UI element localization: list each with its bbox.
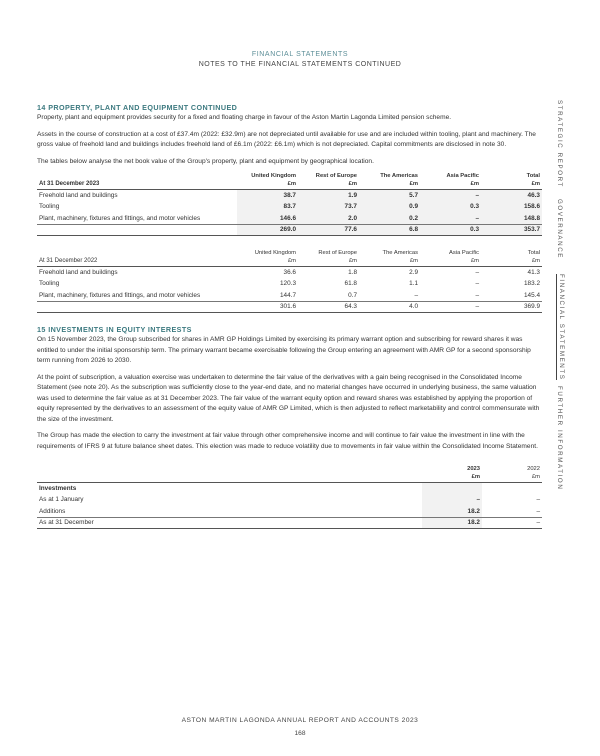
cell-value: 1.8 <box>348 269 357 276</box>
cell-value: – <box>420 213 481 225</box>
column-header: United Kingdom £m <box>254 250 296 264</box>
table-row <box>37 506 542 518</box>
table-row <box>37 267 542 279</box>
total-row <box>37 517 542 529</box>
cell-value: 120.3 <box>280 280 296 288</box>
table-period-label: At 31 December 2022 <box>39 257 98 264</box>
cell-value: 36.6 <box>283 269 296 276</box>
total-value: – <box>536 519 540 527</box>
page-footer <box>0 716 600 739</box>
table-row <box>37 494 542 506</box>
cell-value: – <box>475 269 479 276</box>
cell-value: 2.0 <box>298 213 359 225</box>
section-label: Investments <box>39 485 77 492</box>
page-number: 168 <box>294 730 306 737</box>
total-value: 369.9 <box>524 303 540 311</box>
cell-value: 5.7 <box>359 190 420 202</box>
row-label: Freehold land and buildings <box>39 192 118 199</box>
side-nav-strategic-report[interactable]: STRATEGIC REPORT <box>556 100 563 188</box>
row-label: As at 1 January <box>39 496 84 504</box>
row-label <box>37 301 237 313</box>
row-label: Freehold land and buildings <box>39 269 118 276</box>
cell-value: 0.2 <box>359 213 420 225</box>
cell-value: 146.6 <box>237 213 298 225</box>
row-label: Additions <box>39 507 66 515</box>
cell-value: 73.7 <box>298 201 359 213</box>
note-14-paragraph: The tables below analyse the net book value of the Group's property, plant and equipment by geographical location. <box>37 157 374 165</box>
cell-value: – <box>475 291 479 299</box>
side-nav-governance[interactable]: GOVERNANCE <box>556 199 563 260</box>
cell-value: 144.7 <box>280 291 296 299</box>
cell-value: – <box>536 496 540 504</box>
side-nav-financial-statements[interactable]: FINANCIAL STATEMENTS <box>558 274 565 381</box>
ppe-table-2023 <box>37 173 542 236</box>
cell-value: 0.7 <box>348 291 357 299</box>
cell-value: 38.7 <box>237 190 298 202</box>
note-14-heading: 14 PROPERTY, PLANT AND EQUIPMENT CONTINUED <box>37 103 238 112</box>
table-row <box>37 278 542 290</box>
row-label: Plant, machinery, fixtures and fittings, and motor vehicles <box>39 214 201 222</box>
column-header: Asia Pacific £m <box>449 250 479 264</box>
cell-value: – <box>422 494 482 506</box>
column-header-2022: 2022 £m <box>527 466 540 480</box>
cell-value: 18.2 <box>422 506 482 518</box>
column-header: United Kingdom £m <box>251 173 296 187</box>
table-period-label: At 31 December 2023 <box>39 180 100 187</box>
cell-value: 83.7 <box>237 201 298 213</box>
table-row <box>37 201 542 213</box>
cell-value: 148.8 <box>481 213 542 225</box>
table-section-row <box>37 483 542 495</box>
note-15-heading: 15 INVESTMENTS IN EQUITY INTERESTS <box>37 325 192 334</box>
total-value: 18.2 <box>422 517 482 529</box>
cell-value: – <box>475 280 479 288</box>
total-value: 0.3 <box>420 224 481 236</box>
table-header-row <box>37 173 542 190</box>
ppe-table-2022 <box>37 250 542 313</box>
running-header <box>0 50 600 70</box>
row-label <box>37 224 237 236</box>
cell-value: – <box>414 291 418 299</box>
cell-value: 1.9 <box>298 190 359 202</box>
column-header: Asia Pacific £m <box>446 173 479 187</box>
table-header-row <box>37 466 542 483</box>
column-header: Rest of Europe £m <box>315 173 357 187</box>
cell-value: 2.9 <box>409 269 418 276</box>
table-row <box>37 290 542 302</box>
note-15-paragraph: At the point of subscription, a valuation exercise was undertaken to determine the fair value of the derivatives with a gain being recognised in the Consolidated Income Statement (see note 20). As the subscription was sufficiently close to the year-end date, and no material changes have occurred in underlying business, the same valuation was used to determine the fair value as at 31 December 2023. The fair value of the warrant equity option and reward shares was established by applying the proportion of equity represented by the derivatives to an assessment of the equity value of AMR GP Limited, which is then adjusted to reflect marketability and control commensurate with the size of the investment. <box>37 373 540 423</box>
column-header-2023: 2023 £m <box>467 466 480 480</box>
investments-table <box>37 466 542 529</box>
cell-value: 0.9 <box>359 201 420 213</box>
row-label: Plant, machinery, fixtures and fittings, and motor vehicles <box>39 291 201 299</box>
note-15-paragraph: On 15 November 2023, the Group subscribed for shares in AMR GP Holdings Limited by exercising its primary warrant option and subscribing for reward shares it was entitled to under the initial sponsorship term. The primary warrant became exercisable following the Group entering an agreement with AMR GP for a second sponsorship term running from 2026 to 2030. <box>37 336 531 364</box>
cell-value: – <box>536 507 540 515</box>
cell-value: 41.3 <box>527 269 540 276</box>
column-header: The Americas £m <box>382 250 418 264</box>
column-header: Rest of Europe £m <box>318 250 357 264</box>
cell-value: 145.4 <box>524 291 540 299</box>
side-nav-further-information[interactable]: FURTHER INFORMATION <box>556 386 563 491</box>
total-value: 269.0 <box>237 224 298 236</box>
report-title: ASTON MARTIN LAGONDA ANNUAL REPORT AND ACCOUNTS 2023 <box>181 717 419 724</box>
side-navigation <box>556 100 570 500</box>
cell-value: 46.3 <box>481 190 542 202</box>
total-value: 301.6 <box>280 303 296 311</box>
total-value: 6.8 <box>359 224 420 236</box>
total-value: 353.7 <box>481 224 542 236</box>
section-title: FINANCIAL STATEMENTS <box>251 51 349 58</box>
cell-value: 1.1 <box>409 280 418 288</box>
total-value: 64.3 <box>344 303 357 311</box>
total-row <box>37 301 542 313</box>
table-header-row <box>37 250 542 267</box>
total-value: – <box>475 303 479 311</box>
note-15-paragraph: The Group has made the election to carry the investment at fair value through other comprehensive income and will continue to fair value the investment in line with the requirements of IFRS 9 at future balance sheet dates. This election was made to reduce volatility due to movements in fair value within the Consolidated Income Statement. <box>37 432 538 450</box>
total-row <box>37 224 542 236</box>
total-value: 77.6 <box>298 224 359 236</box>
note-14-paragraph: Property, plant and equipment provides security for a fixed and floating charge in favour of the Aston Martin Lagonda Limited pension scheme. <box>37 114 452 121</box>
cell-value: – <box>420 190 481 202</box>
cell-value: 0.3 <box>420 201 481 213</box>
page-content <box>37 103 542 529</box>
table-row <box>37 190 542 202</box>
row-label: Tooling <box>39 280 60 288</box>
cell-value: 183.2 <box>524 280 540 288</box>
table-row <box>37 213 542 225</box>
cell-value: 61.8 <box>344 280 357 288</box>
row-label: Tooling <box>39 203 60 211</box>
column-header: Total £m <box>526 173 540 187</box>
column-header: The Americas £m <box>380 173 418 187</box>
row-label: As at 31 December <box>39 519 94 527</box>
page-subtitle: NOTES TO THE FINANCIAL STATEMENTS CONTINUED <box>198 61 402 68</box>
column-header: Total £m <box>527 250 540 264</box>
total-value: 4.0 <box>409 303 418 311</box>
cell-value: 158.6 <box>481 201 542 213</box>
note-14-paragraph: Assets in the course of construction at a cost of £37.4m (2022: £32.9m) are not depreciated until available for use and are included within tooling, plant and machinery. The gross value of freehold land and buildings includes freehold land of £6.1m (2022: £6.1m) which is not depreciated. Capital commitments are disclosed in note 30. <box>37 130 536 148</box>
